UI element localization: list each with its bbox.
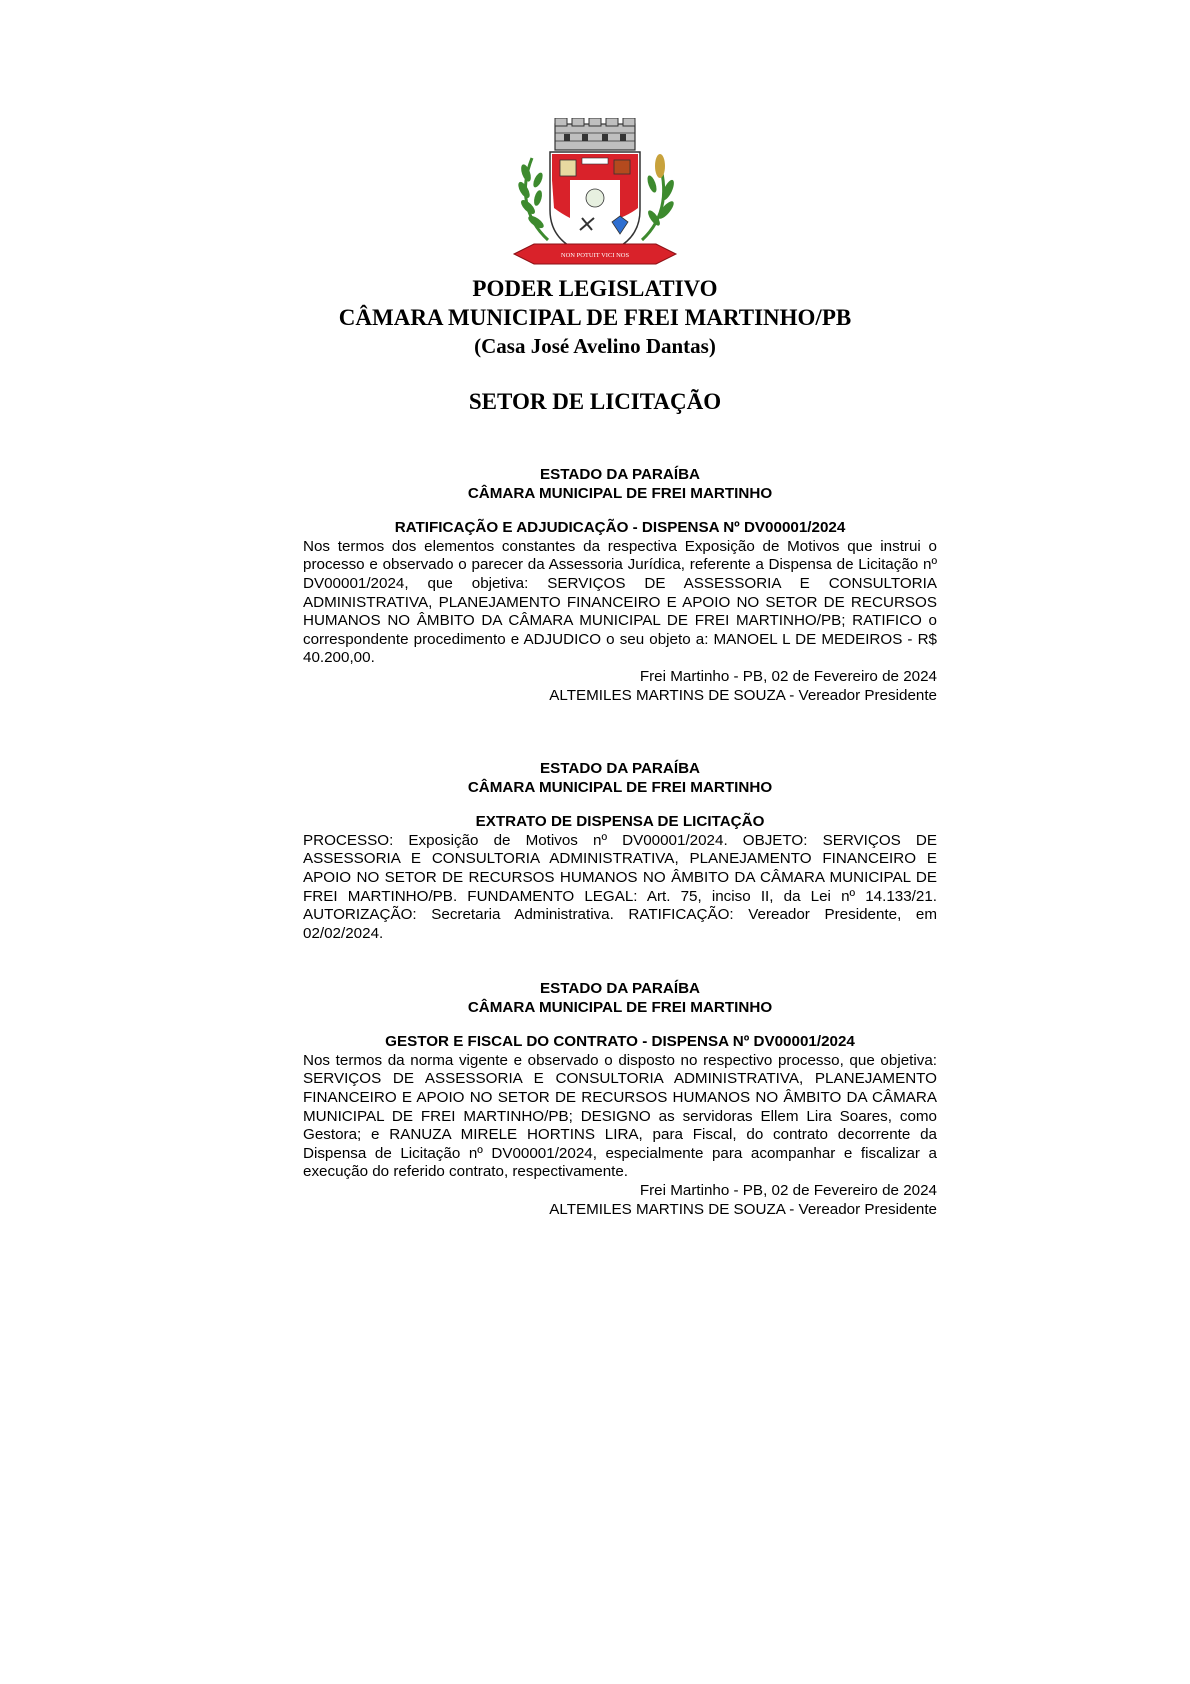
section-chamber: CÂMARA MUNICIPAL DE FREI MARTINHO [467,778,773,796]
section-body: Nos termos da norma vigente e observado o disposto no respectivo processo, que objetiva: SERVIÇOS DE ASSESSORIA E CONSULTORIA ADMINISTRATIVA, PLANEJAMENTO FINANCEIRO E APOIO NO SETOR DE RECURSOS HUMANOS NO ÂMBITO DA CÂMARA MUNICIPAL DE FREI MARTINHO/PB; DESIGNO as servidoras Ellem Lira Soares, como Gestora; e RANUZA MIRELE HORTINS LIRA, para Fiscal, do contrato decorrente da Dispensa de Licitação nº DV00001/2024, especialmente para acompanhar e fiscalizar a execução do referido contrato, respectivamente. [303,1051,937,1181]
ratification-section [303,466,937,705]
section-chamber: CÂMARA MUNICIPAL DE FREI MARTINHO [467,998,773,1016]
section-body: PROCESSO: Exposição de Motivos nº DV00001/2024. OBJETO: SERVIÇOS DE ASSESSORIA E CONSULTORIA ADMINISTRATIVA, PLANEJAMENTO FINANCEIRO E APOIO NO SETOR DE RECURSOS HUMANOS NO ÂMBITO DA CÂMARA MUNICIPAL DE FREI MARTINHO/PB. FUNDAMENTO LEGAL: Art. 75, inciso II, da Lei nº 14.133/21. AUTORIZAÇÃO: Secretaria Administrativa. RATIFICAÇÃO: Vereador Presidente, em 02/02/2024. [303,831,937,942]
document-header [0,274,1190,416]
section-subject: GESTOR E FISCAL DO CONTRATO - DISPENSA Nº DV00001/2024 [385,1033,855,1051]
section-chamber: CÂMARA MUNICIPAL DE FREI MARTINHO [467,484,773,502]
header-legislative-power: PODER LEGISLATIVO [472,276,718,301]
section-signature: ALTEMILES MARTINS DE SOUZA - Vereador Presidente [549,686,937,704]
section-state: ESTADO DA PARAÍBA [539,466,701,483]
header-house-name: (Casa José Avelino Dantas) [474,334,716,358]
section-state: ESTADO DA PARAÍBA [539,760,701,777]
section-place-date: Frei Martinho - PB, 02 de Fevereiro de 2024 [639,667,937,685]
section-subject: RATIFICAÇÃO E ADJUDICAÇÃO - DISPENSA Nº DV00001/2024 [394,519,846,537]
extract-section [303,760,937,943]
section-body: Nos termos dos elementos constantes da respectiva Exposição de Motivos que instrui o processo e observado o parecer da Assessoria Jurídica, referente a Dispensa de Licitação nº DV00001/2024, que objetiva: SERVIÇOS DE ASSESSORIA E CONSULTORIA ADMINISTRATIVA, PLANEJAMENTO FINANCEIRO E APOIO NO SETOR DE RECURSOS HUMANOS NO ÂMBITO DA CÂMARA MUNICIPAL DE FREI MARTINHO/PB; RATIFICO o correspondente procedimento e ADJUDICO o seu objeto a: MANOEL L DE MEDEIROS - R$ 40.200,00. [303,537,937,667]
section-signature: ALTEMILES MARTINS DE SOUZA - Vereador Presidente [549,1200,937,1218]
municipal-crest-logo [510,118,680,270]
crest-motto: NON POTUIT VICI NOS [560,252,630,259]
section-state: ESTADO DA PARAÍBA [539,980,701,997]
contract-manager-section [303,980,937,1219]
header-sector-title: SETOR DE LICITAÇÃO [468,389,722,414]
section-place-date: Frei Martinho - PB, 02 de Fevereiro de 2024 [639,1181,937,1199]
header-chamber-name: CÂMARA MUNICIPAL DE FREI MARTINHO/PB [338,305,852,330]
section-subject: EXTRATO DE DISPENSA DE LICITAÇÃO [475,813,765,831]
